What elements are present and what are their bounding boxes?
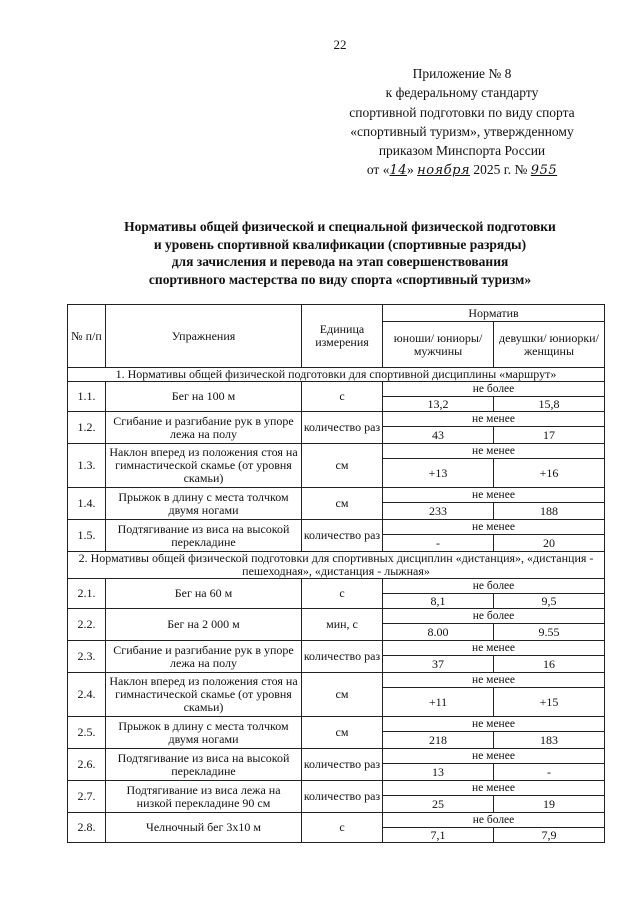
title-line: для зачисления и перевода на этап совершенствования [171,254,509,269]
female-value: 9.55 [494,624,605,641]
norm-condition: не более [383,579,605,594]
table-row [68,813,605,828]
exercise-name: Подтягивание из виса на высокой перекладине [106,749,302,781]
norm-condition: не менее [383,781,605,796]
row-number: 2.2. [68,609,106,641]
header-unit: Единица измерения [302,305,383,368]
norm-condition: не менее [383,444,605,459]
row-number: 2.8. [68,813,106,843]
norm-condition: не менее [383,641,605,656]
page-number: 22 [333,37,347,52]
exercise-name: Подтягивание из виса лежа на низкой перекладине 90 см [106,781,302,813]
unit-cell: с [302,382,383,412]
header-female: девушки/ юниорки/ женщины [494,322,605,368]
table-row [68,444,605,459]
male-value: 25 [383,796,494,813]
table-row [68,488,605,503]
table-row [68,781,605,796]
header-male: юноши/ юниоры/ мужчины [383,322,494,368]
section-2-heading: 2. Нормативы общей физической подготовки для спортивных дисциплин «дистанция», «дистанция - пешеходная», «дистанция - лыжная» [68,552,605,579]
male-value: +11 [383,688,494,717]
date-mid: » [407,162,414,178]
norm-condition: не более [383,813,605,828]
exercise-name: Челночный бег 3х10 м [106,813,302,843]
title-line: Нормативы общей физической и специальной физической подготовки [124,219,556,234]
table-row [68,520,605,535]
unit-cell: мин, с [302,609,383,641]
appendix-line: Приложение № 8 [412,66,512,81]
female-value: 9,5 [494,594,605,609]
female-value: +16 [494,459,605,488]
female-value: 20 [494,535,605,552]
date-prefix: от « [366,162,390,178]
female-value: 15,8 [494,397,605,412]
row-number: 2.1. [68,579,106,609]
unit-cell: количество раз [302,749,383,781]
appendix-line: спортивной подготовки по виду спорта [349,104,575,120]
norm-condition: не менее [383,717,605,732]
exercise-name: Бег на 2 000 м [106,609,302,641]
female-value: +15 [494,688,605,717]
unit-cell: количество раз [302,641,383,673]
header-num: № п/п [68,305,106,368]
male-value: 13 [383,764,494,781]
female-value: 188 [494,503,605,520]
male-value: 233 [383,503,494,520]
male-value: 8.00 [383,624,494,641]
unit-cell: см [302,673,383,717]
female-value: 16 [494,656,605,673]
male-value: 13,2 [383,397,494,412]
male-value: +13 [383,459,494,488]
norm-condition: не менее [383,520,605,535]
exercise-name: Сгибание и разгибание рук в упоре лежа на полу [106,641,302,673]
row-number: 1.4. [68,488,106,520]
exercise-name: Наклон вперед из положения стоя на гимнастической скамье (от уровня скамьи) [106,673,302,717]
exercise-name: Сгибание и разгибание рук в упоре лежа на полу [106,412,302,444]
appendix-line: приказом Минспорта России [378,143,546,159]
date-day: 14 [389,163,408,179]
table-row [68,412,605,427]
unit-cell: с [302,579,383,609]
unit-cell: с [302,813,383,843]
exercise-name: Прыжок в длину с места толчком двумя ногами [106,717,302,749]
unit-cell: см [302,444,383,488]
row-number: 2.7. [68,781,106,813]
exercise-name: Наклон вперед из положения стоя на гимнастической скамье (от уровня скамьи) [106,444,302,488]
unit-cell: количество раз [302,412,383,444]
table-row [68,579,605,594]
norm-condition: не менее [383,488,605,503]
female-value: 7,9 [494,828,605,843]
row-number: 2.3. [68,641,106,673]
document-title [60,218,620,288]
female-value: 17 [494,427,605,444]
female-value: 19 [494,796,605,813]
exercise-name: Бег на 100 м [106,382,302,412]
male-value: - [383,535,494,552]
exercise-name: Прыжок в длину с места толчком двумя ногами [106,488,302,520]
male-value: 7,1 [383,828,494,843]
appendix-line: «спортивный туризм», утвержденному [350,123,574,139]
norm-condition: не более [383,382,605,397]
unit-cell: см [302,717,383,749]
appendix-block [312,64,612,181]
title-line: спортивного мастерства по виду спорта «спортивный туризм» [148,271,532,287]
row-number: 2.5. [68,717,106,749]
header-norm: Норматив [383,305,605,322]
date-year: 2025 г. № [473,162,528,178]
exercise-name: Подтягивание из виса на высокой перекладине [106,520,302,552]
row-number: 1.2. [68,412,106,444]
table-row [68,609,605,624]
appendix-line: к федеральному стандарту [385,85,539,101]
norm-condition: не менее [383,412,605,427]
table-row [68,673,605,688]
header-exercise: Упражнения [106,305,302,368]
unit-cell: количество раз [302,520,383,552]
female-value: 183 [494,732,605,749]
male-value: 43 [383,427,494,444]
male-value: 218 [383,732,494,749]
male-value: 37 [383,656,494,673]
female-value: - [494,764,605,781]
row-number: 2.6. [68,749,106,781]
table-row [68,641,605,656]
row-number: 1.1. [68,382,106,412]
norm-condition: не более [383,609,605,624]
table-row [68,717,605,732]
date-month: ноября [417,163,471,179]
order-number: 955 [530,163,558,179]
male-value: 8,1 [383,594,494,609]
row-number: 1.5. [68,520,106,552]
row-number: 2.4. [68,673,106,717]
table-row [68,749,605,764]
table-row [68,382,605,397]
title-line: и уровень спортивной квалификации (спортивные разряды) [153,236,527,252]
unit-cell: количество раз [302,781,383,813]
section-1-heading: 1. Нормативы общей физической подготовки для спортивной дисциплины «маршрут» [68,368,605,382]
unit-cell: см [302,488,383,520]
exercise-name: Бег на 60 м [106,579,302,609]
row-number: 1.3. [68,444,106,488]
norms-table [67,304,605,843]
appendix-date [312,160,612,180]
norm-condition: не менее [383,749,605,764]
norm-condition: не менее [383,673,605,688]
